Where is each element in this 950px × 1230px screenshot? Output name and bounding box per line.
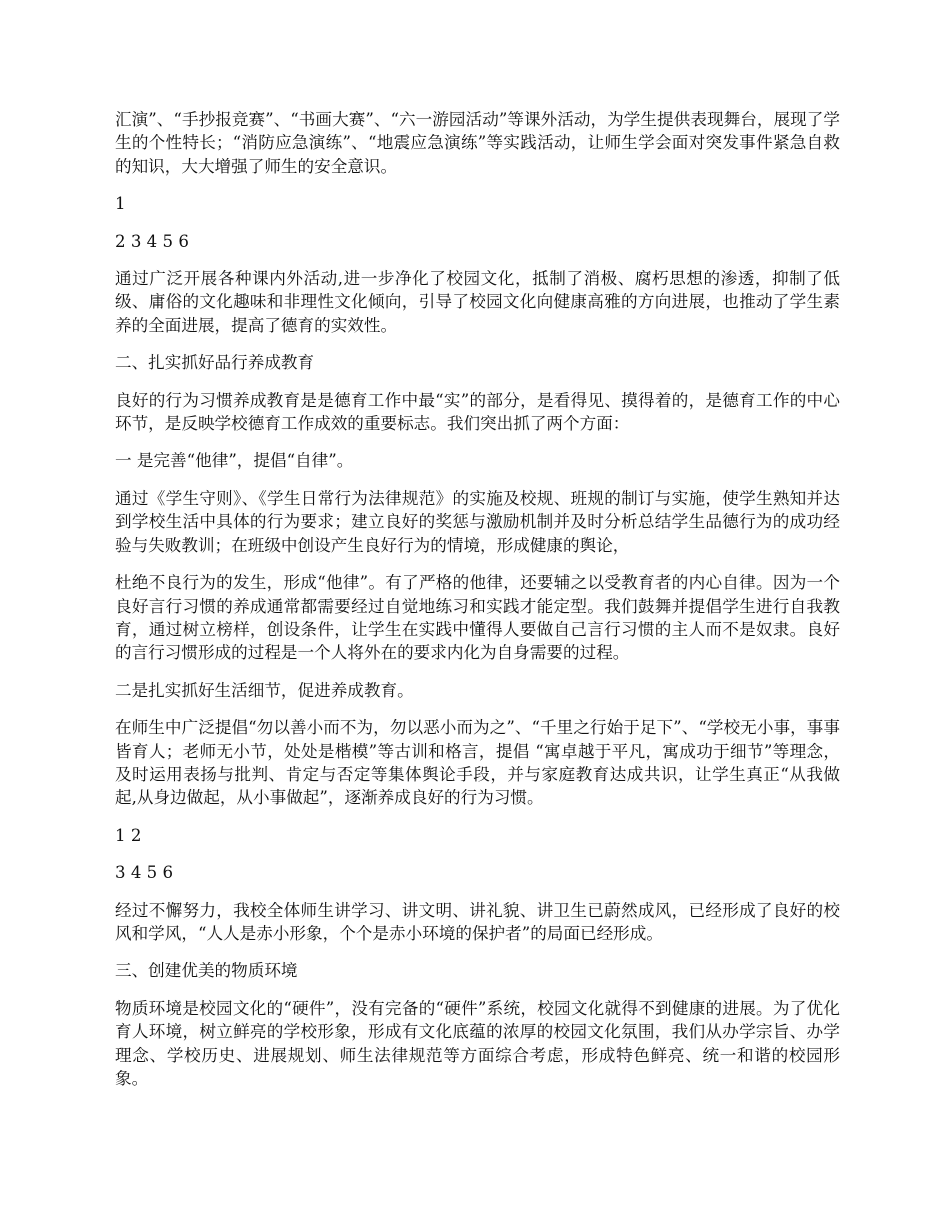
section-heading-2: 二、扎实抓好品行养成教育 xyxy=(115,353,315,373)
paragraph-details: 在师生中广泛提倡“勿以善小而不为，勿以恶小而为之”、“千里之行始于足下”、“学校无小事，事事皆育人；老师无小节，处处是楷模”等古训和格言，提倡 “寓卓越于平凡，寓成功于细节”等理念，及时运用表扬与批判、肯定与否定等集体舆论手段，并与家庭教育达成共识，让学生真正“从我做起,从身边做起，从小事做起”，逐渐养成良好的行为习惯。 xyxy=(115,718,840,808)
paragraph-habit-education: 良好的行为习惯养成教育是是德育工作中最“实”的部分，是看得见、摸得着的，是德育工作的中心环节，是反映学校德育工作成效的重要标志。我们突出抓了两个方面： xyxy=(115,390,840,434)
document-page xyxy=(115,108,840,1104)
paragraph-activities: 汇演”、“手抄报竞赛”、“书画大赛”、“六一游园活动”等课外活动，为学生提供表现舞台，展现了学生的个性特长；“消防应急演练”、“地震应急演练”等实践活动，让师生学会面对突发事件紧急自救的知识，大大增强了师生的安全意识。 xyxy=(115,110,840,176)
paragraph-results: 经过不懈努力，我校全体师生讲学习、讲文明、讲礼貌、讲卫生已蔚然成风，已经形成了良好的校风和学风，“人人是赤小形象，个个是赤小环境的保护者”的局面已经形成。 xyxy=(115,900,840,943)
paragraph-material-environment: 物质环境是校园文化的“硬件”，没有完备的“硬件”系统，校园文化就得不到健康的进展。为了优化育人环境，树立鲜亮的学校形象，形成有文化底蕴的浓厚的校园文化氛围，我们从办学宗旨、办学理念、学校历史、进展规划、师生法律规范等方面综合考虑，形成特色鲜亮、统一和谐的校园形象。 xyxy=(115,998,840,1088)
paragraph-self-discipline: 杜绝不良行为的发生，形成“他律”。有了严格的他律，还要辅之以受教育者的内心自律。因为一个良好言行习惯的养成通常都需要经过自觉地练习和实践才能定型。我们鼓舞并提倡学生进行自我教育，通过树立榜样，创设条件，让学生在实践中懂得人要做自己言行习惯的主人而不是奴隶。良好的言行习惯形成的过程是一个人将外在的要求内化为自身需要的过程。 xyxy=(115,573,840,663)
subheading-1: 一 是完善“他律”，提倡“自律”。 xyxy=(115,451,354,471)
page-number-fragment: 3 4 5 6 xyxy=(115,863,174,883)
paragraph-rules: 通过《学生守则》、《学生日常行为法律规范》的实施及校规、班规的制订与实施，使学生熟知并达到学校生活中具体的行为要求；建立良好的奖惩与激励机制并及时分析总结学生品德行为的成功经验与失败教训；在班级中创设产生良好行为的情境，形成健康的舆论， xyxy=(115,488,840,555)
subheading-2: 二是扎实抓好生活细节，促进养成教育。 xyxy=(115,680,414,700)
paragraph-campus-culture: 通过广泛开展各种课内外活动,进一步净化了校园文化，抵制了消极、腐朽思想的渗透，抑制了低级、庸俗的文化趣味和非理性文化倾向，引导了校园文化向健康高雅的方向进展，也推动了学生素养的全面进展，提高了德育的实效性。 xyxy=(115,269,840,335)
page-number-fragment: 1 2 xyxy=(115,825,142,845)
page-number-fragment: 1 xyxy=(115,194,126,214)
page-number-fragment: 2 3 4 5 6 xyxy=(115,231,189,251)
section-heading-3: 三、创建优美的物质环境 xyxy=(115,961,298,981)
